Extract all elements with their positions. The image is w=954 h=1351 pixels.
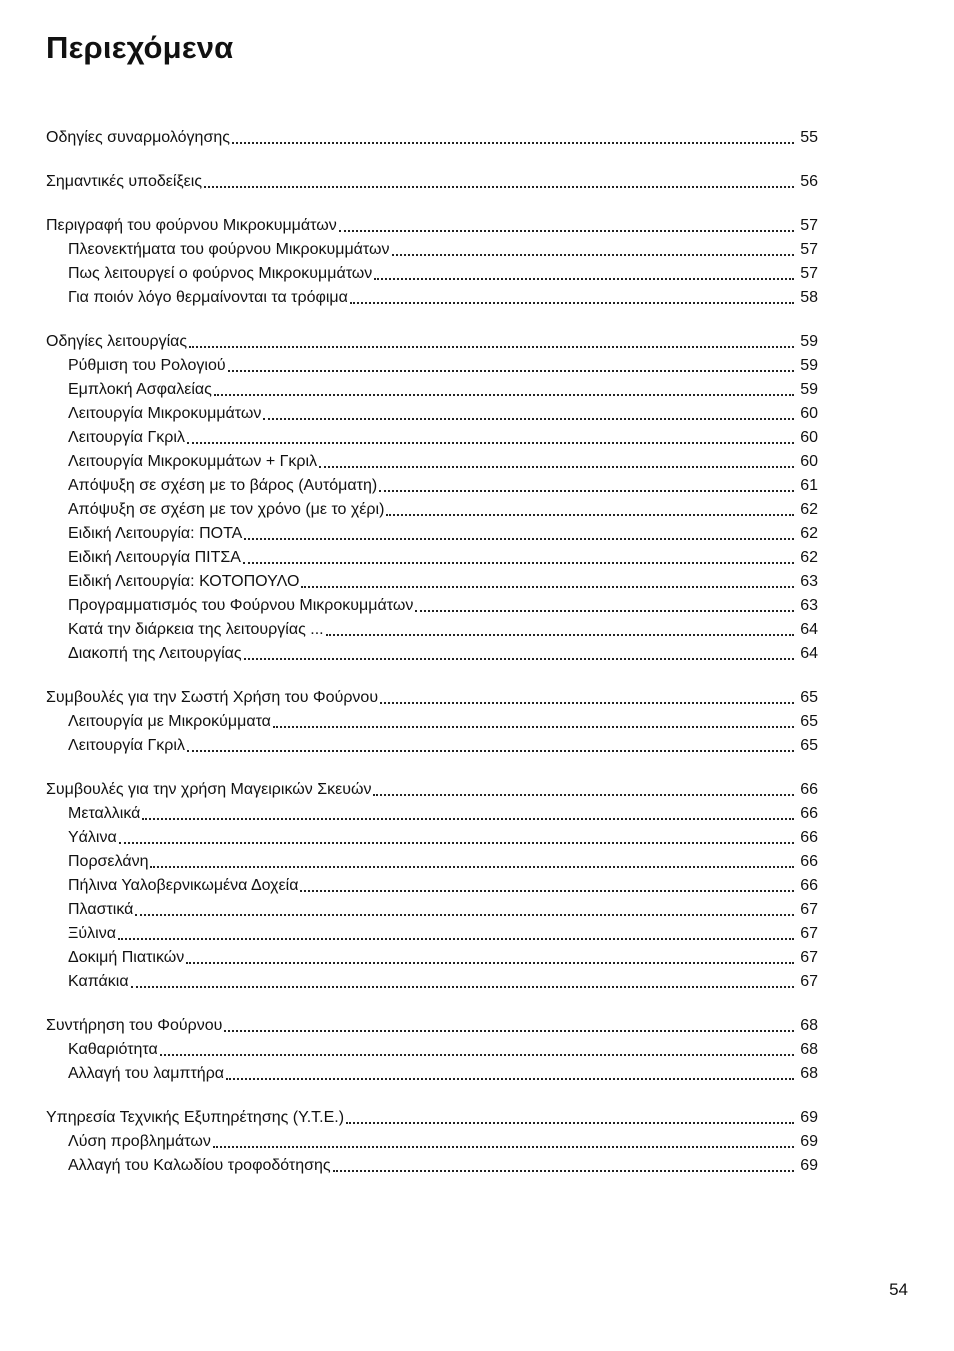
toc-subentry[interactable]	[46, 734, 818, 758]
toc-subentry[interactable]	[46, 402, 818, 426]
dot-leader	[226, 1078, 794, 1080]
toc-section	[46, 330, 818, 666]
toc-chapter[interactable]	[46, 330, 818, 354]
dot-leader	[333, 1170, 794, 1172]
toc-subentry[interactable]	[46, 1062, 818, 1086]
toc-chapter[interactable]	[46, 1106, 818, 1130]
toc-chapter-label: Συμβουλές για την Σωστή Χρήση του Φούρνου	[46, 689, 379, 706]
toc-subentry-page: 67	[800, 949, 818, 966]
dot-leader	[300, 890, 794, 892]
toc-subentry-page: 64	[800, 621, 818, 638]
toc-chapter-page: 69	[800, 1109, 818, 1126]
toc-subentry[interactable]	[46, 826, 818, 850]
toc-section	[46, 778, 818, 994]
dot-leader	[374, 278, 794, 280]
toc-subentry[interactable]	[46, 802, 818, 826]
toc-subentry[interactable]	[46, 710, 818, 734]
toc-chapter-label: Περιγραφή του φούρνου Μικροκυμμάτων	[46, 217, 337, 234]
toc-chapter-label: Συμβουλές για την χρήση Μαγειρικών Σκευών	[46, 781, 372, 798]
toc-subentry-label: Προγραμματισμός του Φούρνου Μικροκυμμάτων	[68, 597, 414, 614]
toc-subentry-page: 61	[800, 477, 818, 494]
toc-chapter-page: 66	[800, 781, 818, 798]
dot-leader	[326, 634, 794, 636]
toc-subentry-page: 60	[800, 453, 818, 470]
toc-subentry-page: 66	[800, 877, 818, 894]
toc-subentry-label: Πορσελάνη	[68, 853, 149, 870]
toc-subentry-label: Αλλαγή του λαμπτήρα	[68, 1065, 225, 1082]
toc-subentry-label: Ειδική Λειτουργία: ΠΟΤΑ	[68, 525, 243, 542]
toc-subentry-page: 65	[800, 737, 818, 754]
dot-leader	[244, 538, 794, 540]
toc-subentry[interactable]	[46, 594, 818, 618]
dot-leader	[273, 726, 794, 728]
toc-subentry-page: 63	[800, 573, 818, 590]
toc-subentry[interactable]	[46, 1154, 818, 1178]
toc-subentry-label: Κατά την διάρκεια της λειτουργίας ...	[68, 621, 324, 638]
toc-subentry-label: Υάλινα	[68, 829, 117, 846]
toc-subentry[interactable]	[46, 850, 818, 874]
dot-leader	[213, 1146, 794, 1148]
toc-chapter[interactable]	[46, 778, 818, 802]
toc-subentry-label: Ξύλινα	[68, 925, 116, 942]
toc-subentry-page: 66	[800, 853, 818, 870]
toc-chapter-page: 65	[800, 689, 818, 706]
dot-leader	[187, 750, 794, 752]
dot-leader	[142, 818, 794, 820]
dot-leader	[392, 254, 794, 256]
toc-subentry-label: Πως λειτουργεί ο φούρνος Μικροκυμμάτων	[68, 265, 373, 282]
toc-subentry-label: Αλλαγή του Καλωδίου τροφοδότησης	[68, 1157, 331, 1174]
toc-subentry-label: Ειδική Λειτουργία: ΚΟΤΟΠΟΥΛΟ	[68, 573, 300, 590]
toc-subentry[interactable]	[46, 618, 818, 642]
toc-subentry-label: Καπάκια	[68, 973, 129, 990]
toc-subentry-label: Απόψυξη σε σχέση με τον χρόνο (με το χέρι)	[68, 501, 385, 518]
table-of-contents	[46, 126, 818, 1198]
dot-leader	[204, 186, 794, 188]
toc-subentry-page: 66	[800, 805, 818, 822]
toc-subentry-page: 59	[800, 357, 818, 374]
dot-leader	[214, 394, 794, 396]
toc-chapter-page: 59	[800, 333, 818, 350]
dot-leader	[350, 302, 794, 304]
toc-subentry[interactable]	[46, 378, 818, 402]
toc-subentry[interactable]	[46, 450, 818, 474]
dot-leader	[150, 866, 794, 868]
dot-leader	[339, 230, 794, 232]
toc-subentry-label: Ρύθμιση του Ρολογιού	[68, 357, 226, 374]
toc-subentry[interactable]	[46, 262, 818, 286]
toc-subentry[interactable]	[46, 1130, 818, 1154]
toc-subentry-page: 69	[800, 1133, 818, 1150]
toc-subentry[interactable]	[46, 474, 818, 498]
dot-leader	[187, 442, 794, 444]
toc-subentry[interactable]	[46, 922, 818, 946]
dot-leader	[346, 1122, 794, 1124]
toc-section	[46, 1106, 818, 1178]
dot-leader	[232, 142, 794, 144]
toc-subentry[interactable]	[46, 946, 818, 970]
toc-subentry-page: 60	[800, 405, 818, 422]
toc-subentry-page: 62	[800, 549, 818, 566]
toc-subentry[interactable]	[46, 970, 818, 994]
toc-subentry-label: Λύση προβλημάτων	[68, 1133, 211, 1150]
toc-subentry[interactable]	[46, 642, 818, 666]
toc-subentry-label: Λειτουργία Γκριλ	[68, 737, 185, 754]
toc-subentry-label: Μεταλλικά	[68, 805, 141, 822]
toc-subentry-page: 65	[800, 713, 818, 730]
toc-chapter[interactable]	[46, 126, 818, 150]
toc-subentry-page: 67	[800, 901, 818, 918]
toc-chapter[interactable]	[46, 1014, 818, 1038]
toc-subentry-page: 68	[800, 1041, 818, 1058]
toc-subentry-label: Για ποιόν λόγο θερμαίνονται τα τρόφιμα	[68, 289, 348, 306]
toc-chapter[interactable]	[46, 214, 818, 238]
toc-section	[46, 686, 818, 758]
toc-section	[46, 170, 818, 194]
toc-subentry-page: 67	[800, 925, 818, 942]
dot-leader	[119, 842, 794, 844]
toc-subentry-label: Λειτουργία Μικροκυμμάτων	[68, 405, 262, 422]
dot-leader	[224, 1030, 794, 1032]
toc-chapter-page: 55	[800, 129, 818, 146]
toc-subentry[interactable]	[46, 570, 818, 594]
toc-chapter-page: 68	[800, 1017, 818, 1034]
toc-subentry-page: 57	[800, 265, 818, 282]
dot-leader	[415, 610, 794, 612]
toc-subentry-label: Ειδική Λειτουργία ΠΙΤΣΑ	[68, 549, 241, 566]
toc-chapter-label: Σημαντικές υποδείξεις	[46, 173, 203, 190]
toc-subentry-page: 64	[800, 645, 818, 662]
toc-subentry-page: 66	[800, 829, 818, 846]
toc-section	[46, 126, 818, 150]
dot-leader	[386, 514, 794, 516]
toc-subentry-label: Εμπλοκή Ασφαλείας	[68, 381, 212, 398]
toc-subentry-label: Λειτουργία με Μικροκύμματα	[68, 713, 271, 730]
toc-chapter-label: Οδηγίες λειτουργίας	[46, 333, 188, 350]
dot-leader	[263, 418, 794, 420]
toc-subentry[interactable]	[46, 546, 818, 570]
toc-section	[46, 214, 818, 310]
dot-leader	[118, 938, 794, 940]
toc-subentry-page: 69	[800, 1157, 818, 1174]
dot-leader	[228, 370, 794, 372]
dot-leader	[373, 794, 794, 796]
dot-leader	[160, 1054, 794, 1056]
toc-subentry-page: 58	[800, 289, 818, 306]
toc-subentry-label: Καθαριότητα	[68, 1041, 158, 1058]
toc-subentry-page: 59	[800, 381, 818, 398]
toc-subentry[interactable]	[46, 898, 818, 922]
page-title: Περιεχόμενα	[46, 30, 234, 65]
toc-subentry-page: 62	[800, 525, 818, 542]
toc-subentry-label: Πλαστικά	[68, 901, 134, 918]
dot-leader	[186, 962, 794, 964]
toc-subentry-page: 62	[800, 501, 818, 518]
toc-subentry-page: 57	[800, 241, 818, 258]
dot-leader	[189, 346, 794, 348]
toc-chapter-page: 56	[800, 173, 818, 190]
dot-leader	[131, 986, 794, 988]
toc-subentry-page: 60	[800, 429, 818, 446]
dot-leader	[243, 562, 794, 564]
toc-subentry[interactable]	[46, 286, 818, 310]
toc-chapter[interactable]	[46, 686, 818, 710]
toc-subentry-label: Λειτουργία Γκριλ	[68, 429, 185, 446]
toc-section	[46, 1014, 818, 1086]
toc-subentry[interactable]	[46, 874, 818, 898]
dot-leader	[319, 466, 794, 468]
toc-subentry[interactable]	[46, 426, 818, 450]
toc-subentry[interactable]	[46, 498, 818, 522]
toc-subentry-label: Δοκιμή Πιατικών	[68, 949, 185, 966]
toc-subentry[interactable]	[46, 354, 818, 378]
toc-subentry[interactable]	[46, 1038, 818, 1062]
toc-chapter-page: 57	[800, 217, 818, 234]
toc-subentry-page: 68	[800, 1065, 818, 1082]
dot-leader	[244, 658, 794, 660]
toc-subentry-label: Πήλινα Υαλοβερνικωμένα Δοχεία	[68, 877, 299, 894]
toc-chapter-label: Συντήρηση του Φούρνου	[46, 1017, 223, 1034]
toc-subentry-page: 63	[800, 597, 818, 614]
page-number: 54	[889, 1280, 908, 1299]
toc-subentry[interactable]	[46, 238, 818, 262]
toc-subentry-label: Λειτουργία Μικροκυμμάτων + Γκριλ	[68, 453, 318, 470]
toc-subentry-label: Πλεονεκτήματα του φούρνου Μικροκυμμάτων	[68, 241, 390, 258]
dot-leader	[135, 914, 794, 916]
dot-leader	[379, 490, 794, 492]
toc-subentry[interactable]	[46, 522, 818, 546]
toc-subentry-page: 67	[800, 973, 818, 990]
dot-leader	[380, 702, 794, 704]
toc-subentry-label: Απόψυξη σε σχέση με το βάρος (Αυτόματη)	[68, 477, 378, 494]
toc-subentry-label: Διακοπή της Λειτουργίας	[68, 645, 242, 662]
toc-chapter[interactable]	[46, 170, 818, 194]
toc-chapter-label: Οδηγίες συναρμολόγησης	[46, 129, 230, 146]
dot-leader	[301, 586, 794, 588]
toc-chapter-label: Υπηρεσία Τεχνικής Εξυπηρέτησης (Υ.Τ.Ε.)	[46, 1109, 345, 1126]
